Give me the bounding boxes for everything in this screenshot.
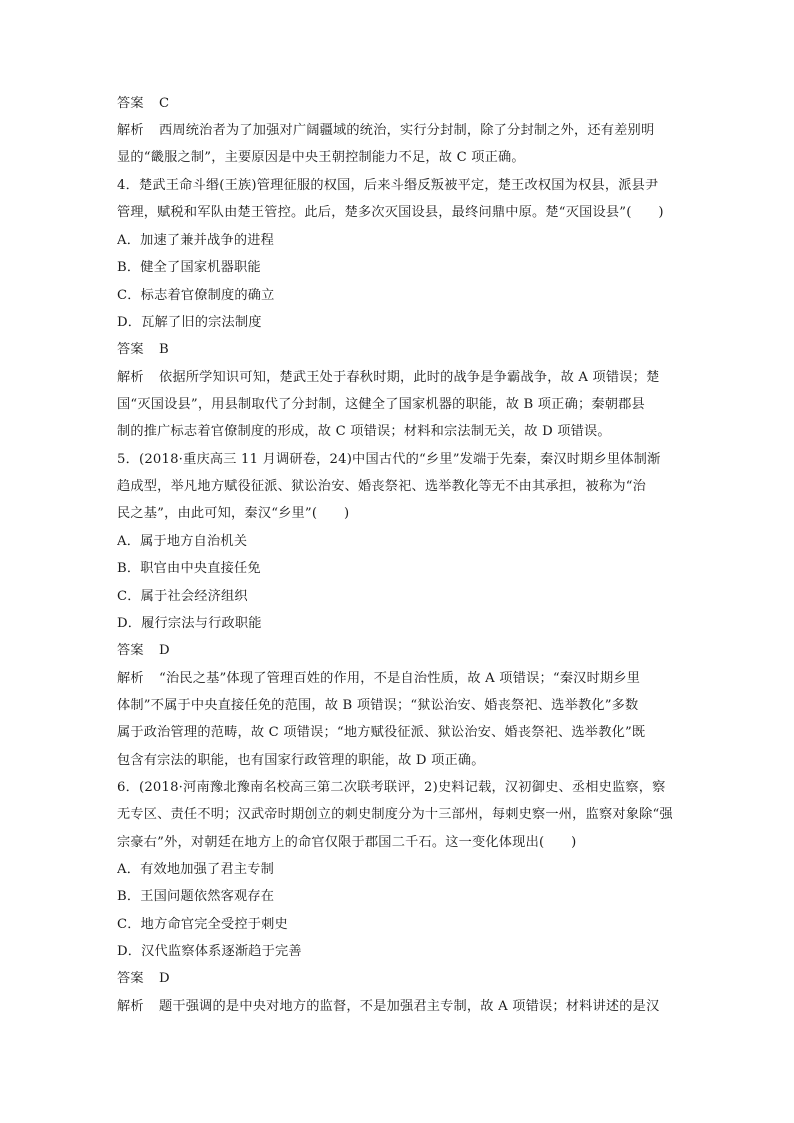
analysis-line xyxy=(117,998,682,1016)
answer-label: 答案 xyxy=(117,971,144,986)
option-a: A．有效地加强了君主专制 xyxy=(117,862,274,877)
option-b: B．王国问题依然客观存在 xyxy=(117,889,275,904)
analysis-text: “治民之基”体现了管理百姓的作用，不是自治性质，故 A 项错误；“秦汉时期乡里 xyxy=(159,671,641,686)
answer-line-4 xyxy=(117,341,682,359)
analysis-line: 属于政治管理的范畴，故 C 项错误；“地方赋役征派、狱讼治安、婚丧祭祀、选举教化”既 xyxy=(117,725,646,740)
analysis-line xyxy=(117,670,682,688)
analysis-line: 体制”不属于中央直接任免的范围，故 B 项错误；“狱讼治安、婚丧祭祀、选举教化”多数 xyxy=(117,698,639,713)
answer-line-6 xyxy=(117,970,682,988)
option-c: C．地方命官完全受控于刺史 xyxy=(117,917,288,932)
option-c: C．标志着官僚制度的确立 xyxy=(117,288,275,303)
question-6-stem: 无专区、责任不明；汉武帝时期创立的刺史制度分为十三部州，每刺史察一州，监察对象除“强 xyxy=(117,807,673,822)
answer-value: D xyxy=(159,971,170,986)
analysis-line: 显的“畿服之制”，主要原因是中央王朝控制能力不足，故 C 项正确。 xyxy=(117,150,525,165)
option-c: C．属于社会经济组织 xyxy=(117,589,248,604)
answer-line-5 xyxy=(117,642,682,660)
question-5-stem: 民之基”，由此可知，秦汉“乡里”( ) xyxy=(117,506,350,521)
analysis-line xyxy=(117,369,682,387)
option-b: B．健全了国家机器职能 xyxy=(117,260,261,275)
answer-line-3 xyxy=(117,95,682,113)
analysis-text: 题干强调的是中央对地方的监督，不是加强君主专制，故 A 项错误；材料讲述的是汉 xyxy=(159,999,660,1014)
answer-value: D xyxy=(159,643,170,658)
analysis-text: 西周统治者为了加强对广阔疆域的统治，实行分封制，除了分封制之外，还有差别明 xyxy=(159,123,655,138)
option-a: A．属于地方自治机关 xyxy=(117,534,248,549)
question-5-stem: 5．(2018·重庆高三 11 月调研卷，24)中国古代的“乡里”发端于先秦，秦汉时期乡里体制渐 xyxy=(117,452,661,467)
answer-label: 答案 xyxy=(117,96,144,111)
question-4-stem: 管理，赋税和军队由楚王管控。此后，楚多次灭国设县，最终问鼎中原。楚“灭国设县”( ) xyxy=(117,205,664,220)
analysis-label: 解析 xyxy=(117,671,144,686)
analysis-line: 国“灭国设县”，用县制取代了分封制，这健全了国家机器的职能，故 B 项正确；秦朝郡县 xyxy=(117,397,645,412)
analysis-label: 解析 xyxy=(117,999,144,1014)
analysis-line: 制的推广标志着官僚制度的形成，故 C 项错误；材料和宗法制无关，故 D 项错误。 xyxy=(117,424,611,439)
option-d: D．汉代监察体系逐渐趋于完善 xyxy=(117,944,302,959)
analysis-text: 依据所学知识可知，楚武王处于春秋时期，此时的战争是争霸战争，故 A 项错误；楚 xyxy=(159,370,660,385)
analysis-label: 解析 xyxy=(117,123,144,138)
question-6-stem: 6．(2018·河南豫北豫南名校高三第二次联考联评，2)史料记载，汉初御史、丞相史监察，察 xyxy=(117,780,666,795)
option-a: A．加速了兼并战争的进程 xyxy=(117,233,274,248)
answer-value: C xyxy=(159,96,170,111)
question-5-stem: 趋成型，举凡地方赋役征派、狱讼治安、婚丧祭祀、选举教化等无不由其承担，被称为“治 xyxy=(117,479,647,494)
option-d: D．瓦解了旧的宗法制度 xyxy=(117,315,262,330)
analysis-label: 解析 xyxy=(117,370,144,385)
analysis-line xyxy=(117,122,682,140)
option-b: B．职官由中央直接任免 xyxy=(117,561,261,576)
analysis-line: 包含有宗法的职能，也有国家行政管理的职能，故 D 项正确。 xyxy=(117,753,485,768)
answer-value: B xyxy=(159,342,169,357)
question-6-stem: 宗豪右”外，对朝廷在地方上的命官仅限于郡国二千石。这一变化体现出( ) xyxy=(117,835,577,850)
question-4-stem: 4．楚武王命斗缗(王族)管理征服的权国，后来斗缗反叛被平定，楚王改权国为权县，派县尹 xyxy=(117,178,659,193)
answer-label: 答案 xyxy=(117,342,144,357)
answer-label: 答案 xyxy=(117,643,144,658)
option-d: D．履行宗法与行政职能 xyxy=(117,616,262,631)
